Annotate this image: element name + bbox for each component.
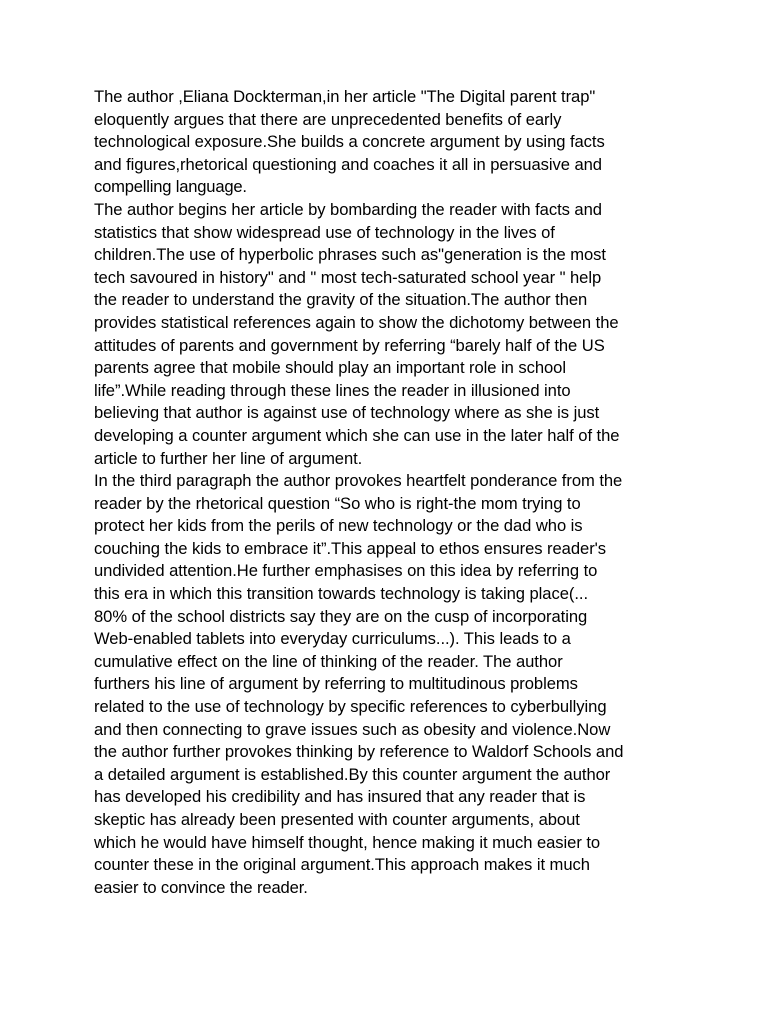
text-line: The author ,Eliana Dockterman,in her article "The Digital parent trap"	[94, 87, 596, 106]
text-line: the author further provokes thinking by reference to Waldorf Schools and	[94, 742, 624, 762]
text-line: easier to convince the reader.	[94, 877, 308, 897]
text-line: article to further her line of argument.	[94, 448, 363, 468]
text-line: technological exposure.She builds a concrete argument by using facts	[94, 132, 605, 152]
text-line: children.The use of hyperbolic phrases such as"generation is the most	[94, 245, 606, 265]
text-line: provides statistical references again to show the dichotomy between the	[94, 312, 619, 332]
text-line: tech savoured in history" and " most tech-saturated school year " help	[94, 267, 602, 287]
text-line: this era in which this transition towards technology is taking place(...	[94, 584, 589, 604]
text-line: eloquently argues that there are unprecedented benefits of early	[94, 109, 562, 129]
text-line: protect her kids from the perils of new technology or the dad who is	[94, 516, 583, 536]
text-line: cumulative effect on the line of thinking of the reader. The author	[94, 651, 563, 671]
text-line: and then connecting to grave issues such as obesity and violence.Now	[94, 719, 611, 739]
text-line: reader by the rhetorical question “So who is right-the mom trying to	[94, 493, 581, 513]
text-line: compelling language.	[94, 177, 247, 197]
text-line: furthers his line of argument by referring to multitudinous problems	[94, 674, 578, 694]
text-line: counter these in the original argument.This approach makes it much	[94, 855, 590, 875]
text-line: Web-enabled tablets into everyday curriculums...). This leads to a	[94, 629, 571, 649]
text-line: believing that author is against use of technology where as she is just	[94, 403, 600, 423]
text-line: has developed his credibility and has insured that any reader that is	[94, 787, 586, 807]
text-line: statistics that show widespread use of technology in the lives of	[94, 222, 555, 242]
text-line: attitudes of parents and government by referring “barely half of the US	[94, 335, 605, 355]
text-line: related to the use of technology by specific references to cyberbullying	[94, 697, 607, 717]
text-line: 80% of the school districts say they are on the cusp of incorporating	[94, 606, 588, 626]
text-line: undivided attention.He further emphasises on this idea by referring to	[94, 561, 598, 581]
text-line: In the third paragraph the author provokes heartfelt ponderance from the	[94, 471, 623, 491]
text-line: and figures,rhetorical questioning and coaches it all in persuasive and	[94, 154, 602, 174]
text-line: which he would have himself thought, hence making it much easier to	[94, 832, 601, 852]
text-line: a detailed argument is established.By this counter argument the author	[94, 764, 611, 784]
text-line: parents agree that mobile should play an important role in school	[94, 358, 566, 378]
text-line: developing a counter argument which she can use in the later half of the	[94, 425, 620, 445]
essay-text	[94, 86, 684, 899]
text-line: life”.While reading through these lines the reader in illusioned into	[94, 380, 571, 400]
text-line: couching the kids to embrace it”.This appeal to ethos ensures reader's	[94, 538, 607, 558]
text-line: skeptic has already been presented with counter arguments, about	[94, 810, 580, 829]
text-line: the reader to understand the gravity of the situation.The author then	[94, 290, 588, 310]
text-line: The author begins her article by bombarding the reader with facts and	[94, 199, 602, 219]
